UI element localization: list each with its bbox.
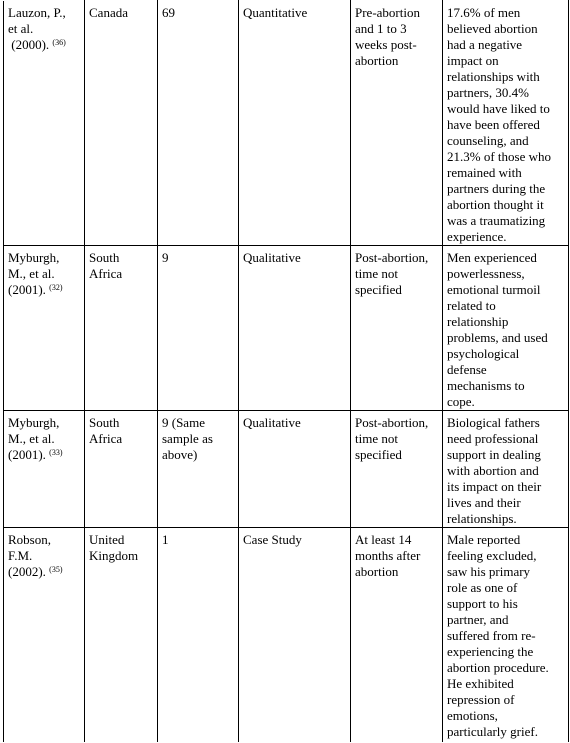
country-cell [85,246,158,411]
design-line: Case Study [243,532,302,547]
timing-cell [351,1,443,246]
findings-line: abortion thought it [447,197,544,212]
design-cell [239,1,351,246]
findings-cell [443,246,569,411]
timing-line: time not [355,431,398,446]
timing-line: specified [355,282,402,297]
reference-number: (35) [49,565,63,574]
findings-line: feeling excluded, [447,548,537,563]
findings-line: mechanisms to [447,378,525,393]
author-cell [4,1,85,246]
timing-line: Post-abortion, [355,415,429,430]
findings-line: 21.3% of those who [447,149,551,164]
findings-line: its impact on their [447,479,542,494]
findings-cell [443,528,569,743]
table-row [4,246,569,411]
design-line: Qualitative [243,250,301,265]
timing-line: months after [355,548,421,563]
design-cell [239,528,351,743]
timing-cell [351,411,443,528]
sample-line: 1 [162,532,169,547]
findings-line: remained with [447,165,522,180]
author-cell [4,528,85,743]
timing-cell [351,246,443,411]
author-line [8,564,81,580]
findings-line: relationships with [447,69,540,84]
findings-cell [443,411,569,528]
country-line: Africa [89,431,123,446]
findings-line: would have liked to [447,101,550,116]
author-line: Myburgh, [8,250,60,265]
studies-table [3,0,569,743]
reference-number: (33) [49,448,63,457]
country-cell [85,1,158,246]
author-cell [4,246,85,411]
findings-line: relationship [447,314,509,329]
findings-line: impact on [447,53,499,68]
author-cell [4,411,85,528]
reference-number: (32) [49,283,63,292]
author-year: (2001). [8,447,46,462]
reference-number: (36) [52,38,66,47]
timing-line: and 1 to 3 [355,21,407,36]
country-line: United [89,532,125,547]
timing-line: specified [355,447,402,462]
country-line: South [89,250,120,265]
timing-line: At least 14 [355,532,412,547]
author-year: (2001). [8,282,46,297]
findings-line: role as one of [447,580,518,595]
author-line [8,447,81,463]
findings-line: need professional [447,431,539,446]
author-line: Lauzon, P., [8,5,66,20]
findings-line: abortion procedure. [447,660,549,675]
design-cell [239,411,351,528]
timing-line: weeks post- [355,37,417,52]
findings-line: related to [447,298,496,313]
findings-line: support to his [447,596,518,611]
findings-line: lives and their [447,495,521,510]
findings-line: emotions, [447,708,498,723]
findings-line: Biological fathers [447,415,540,430]
findings-line: partner, and [447,612,509,627]
findings-line: with abortion and [447,463,539,478]
author-line: M., et al. [8,266,55,281]
sample-line: 9 [162,250,169,265]
findings-line: cope. [447,394,475,409]
author-line [8,37,81,53]
timing-line: time not [355,266,398,281]
findings-line: suffered from re- [447,628,536,643]
author-line: F.M. [8,548,33,563]
findings-line: counseling, and [447,133,529,148]
findings-line: had a negative [447,37,523,52]
sample-line: 9 (Same [162,415,205,430]
country-cell [85,411,158,528]
findings-line: powerlessness, [447,266,525,281]
author-line: Robson, [8,532,51,547]
findings-line: experience. [447,229,507,244]
findings-line: emotional turmoil [447,282,541,297]
design-line: Qualitative [243,415,301,430]
table-row [4,411,569,528]
findings-line: partners, 30.4% [447,85,529,100]
table-row [4,1,569,246]
country-line: Kingdom [89,548,139,563]
design-cell [239,246,351,411]
timing-line: Pre-abortion [355,5,420,20]
findings-line: defense [447,362,487,377]
findings-cell [443,1,569,246]
findings-line: support in dealing [447,447,541,462]
sample-line: above) [162,447,198,462]
findings-line: saw his primary [447,564,531,579]
findings-line: partners during the [447,181,546,196]
table-row [4,528,569,743]
country-line: Canada [89,5,128,20]
findings-line: relationships. [447,511,517,526]
sample-line: sample as [162,431,213,446]
sample-line: 69 [162,5,175,20]
timing-line: abortion [355,53,399,68]
author-year: (2002). [8,564,46,579]
findings-line: experiencing the [447,644,534,659]
author-line [8,282,81,298]
findings-line: problems, and used [447,330,548,345]
author-year: (2000). [11,37,50,52]
findings-line: psychological [447,346,520,361]
design-line: Quantitative [243,5,308,20]
findings-line: 17.6% of men [447,5,521,20]
country-cell [85,528,158,743]
findings-line: Men experienced [447,250,537,265]
findings-line: particularly grief. [447,724,538,739]
timing-line: abortion [355,564,399,579]
timing-cell [351,528,443,743]
country-line: Africa [89,266,123,281]
findings-line: repression of [447,692,515,707]
sample-size-cell [158,246,239,411]
sample-size-cell [158,411,239,528]
author-line: et al. [8,21,34,36]
findings-line: He exhibited [447,676,514,691]
findings-line: was a traumatizing [447,213,546,228]
author-line: Myburgh, [8,415,60,430]
country-line: South [89,415,120,430]
timing-line: Post-abortion, [355,250,429,265]
findings-line: believed abortion [447,21,538,36]
findings-line: have been offered [447,117,540,132]
sample-size-cell [158,1,239,246]
sample-size-cell [158,528,239,743]
findings-line: Male reported [447,532,521,547]
author-line: M., et al. [8,431,55,446]
